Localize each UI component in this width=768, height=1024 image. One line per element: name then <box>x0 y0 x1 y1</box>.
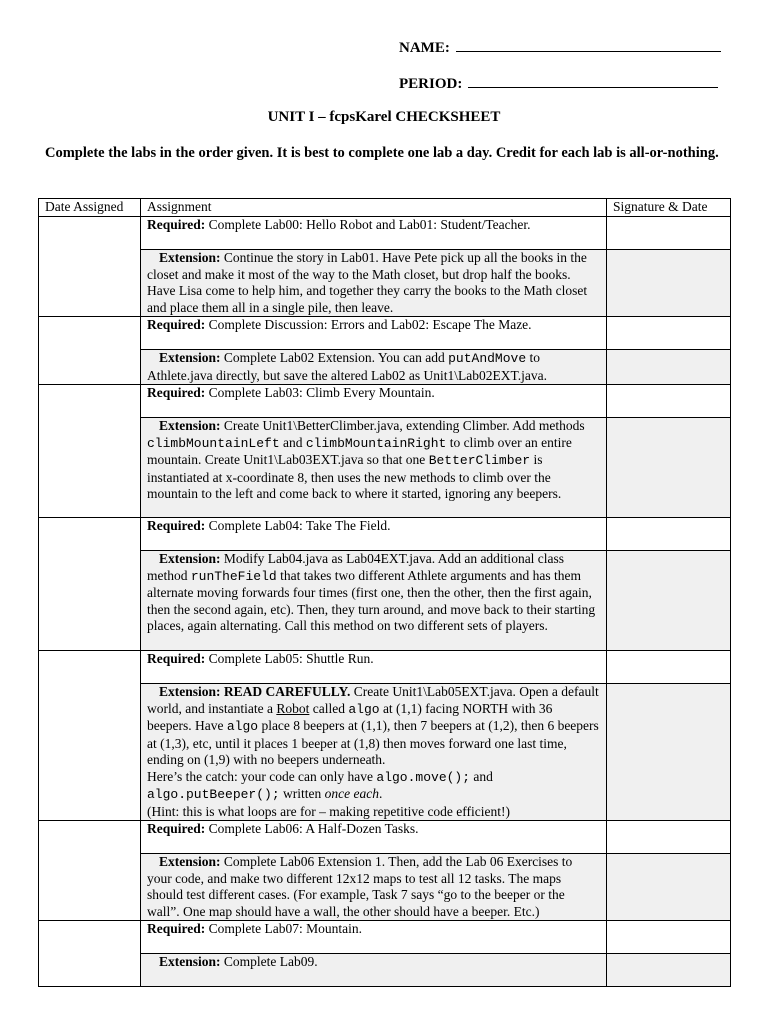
extension-task-text: Complete Lab06 Extension 1. Then, add the Lab 06 Exercises to your code, and make two different 12x12 maps to test all 12 tasks. The maps should test different cases. (For example, Task 7 says “go to the beeper or the wall”. One map should have a wall, the other should have a beeper. Etc.) <box>147 854 573 919</box>
required-label: Required: <box>147 385 206 400</box>
required-task-text: Complete Lab03: Climb Every Mountain. <box>208 385 435 400</box>
required-task-text: Complete Discussion: Errors and Lab02: Escape The Maze. <box>208 317 532 332</box>
extension-text-part: Here’s the catch: your code can only have <box>147 768 377 784</box>
code-snippet: climbMountainLeft <box>147 435 280 451</box>
extension-task-cell <box>141 684 607 821</box>
extension-task-text: Continue the story in Lab01. Have Pete pick up all the books in the closet and make it most of the way to the Math closet, but drop half the books. Have Lisa come to help him, and together they carry the books to the Math closet and place them all in a single pile, then leave. <box>147 250 588 315</box>
extension-text-part: and <box>279 434 306 450</box>
signature-cell <box>607 418 731 518</box>
required-task-text: Complete Lab04: Take The Field. <box>208 518 391 533</box>
table-row <box>39 317 731 350</box>
required-task-text: Complete Lab00: Hello Robot and Lab01: Student/Teacher. <box>208 217 531 232</box>
required-label: Required: <box>147 217 206 232</box>
date-assigned-cell <box>39 518 141 651</box>
table-row <box>39 684 731 821</box>
extension-text-part: that takes two different Athlete arguments and has them alternate moving forwards four times (first one, then the other, then the first again, then the second again, etc). Then, they turn around, and move back to their starting places, again alternating. Call this method on two different sets of players. <box>147 567 596 633</box>
table-row <box>39 821 731 854</box>
required-label: Required: <box>147 651 206 666</box>
extension-task-cell <box>141 418 607 518</box>
column-header-signature-date: Signature & Date <box>607 199 731 217</box>
signature-cell <box>607 350 731 385</box>
table-row <box>39 385 731 418</box>
required-task-text: Complete Lab06: A Half-Dozen Tasks. <box>208 821 419 836</box>
extension-task-cell <box>141 854 607 921</box>
required-label: Required: <box>147 518 206 533</box>
signature-cell <box>607 821 731 854</box>
signature-cell <box>607 551 731 651</box>
signature-cell <box>607 317 731 350</box>
required-task-cell <box>141 518 607 551</box>
date-assigned-cell <box>39 651 141 821</box>
signature-cell <box>607 954 731 987</box>
document-title: UNIT I – fcpsKarel CHECKSHEET <box>267 109 501 125</box>
extension-task-cell <box>141 551 607 651</box>
date-assigned-cell <box>39 921 141 987</box>
extension-task-cell <box>141 350 607 385</box>
extension-text-part: to Athlete.java directly, but save the altered Lab02 as Unit1\Lab02EXT.java. <box>147 350 547 383</box>
date-assigned-cell <box>39 217 141 317</box>
signature-cell <box>607 250 731 317</box>
code-snippet: algo <box>348 701 380 717</box>
checksheet-table <box>38 198 731 987</box>
table-row <box>39 250 731 317</box>
date-assigned-cell <box>39 821 141 921</box>
required-task-cell <box>141 821 607 854</box>
period-label: PERIOD: <box>399 76 463 92</box>
required-task-text: Complete Lab05: Shuttle Run. <box>208 651 374 666</box>
emphasis-text: once each <box>324 786 379 801</box>
table-row <box>39 921 731 954</box>
required-task-cell <box>141 317 607 350</box>
extension-text-part: Create Unit1\BetterClimber.java, extending Climber. Add methods <box>223 418 585 433</box>
extension-text-part: place 8 beepers at (1,1), then 7 beepers at (1,2), then 6 beepers at (1,3), etc, until it places 1 beeper at (1,8) then moves forward one last time, ending on (1,9) with no beepers underneath. <box>147 718 599 767</box>
hint-text: (Hint: this is what loops are for – making repetitive code efficient!) <box>147 803 511 819</box>
required-task-cell <box>141 921 607 954</box>
extension-label: Extension: <box>159 350 221 365</box>
period-field <box>399 73 718 93</box>
robot-link-text: Robot <box>276 700 310 716</box>
instructions-text: Complete the labs in the order given. It is best to complete one lab a day. Credit for each lab is all-or-nothing. <box>45 145 719 161</box>
table-row <box>39 854 731 921</box>
extension-label: Extension: <box>159 418 221 433</box>
signature-cell <box>607 651 731 684</box>
extension-text-part: at (1,1) facing NORTH with 36 beepers. Have <box>147 700 553 733</box>
table-row <box>39 518 731 551</box>
table-row <box>39 954 731 987</box>
extension-task-text: Complete Lab09. <box>223 954 318 969</box>
extension-text-part: is instantiated at x-coordinate 8, then uses the new methods to climb over the mountain to the left and come back to where it started, ignoring any beepers. <box>147 452 562 501</box>
required-label: Required: <box>147 821 206 836</box>
table-row <box>39 350 731 385</box>
name-blank-line <box>456 37 721 52</box>
date-assigned-cell <box>39 385 141 518</box>
required-task-text: Complete Lab07: Mountain. <box>208 921 362 936</box>
extension-task-cell <box>141 954 607 987</box>
code-snippet: putAndMove <box>448 351 527 366</box>
extension-text-part: written <box>279 786 325 801</box>
extension-label: Extension: <box>159 250 221 265</box>
signature-cell <box>607 385 731 418</box>
required-task-cell <box>141 217 607 250</box>
signature-cell <box>607 217 731 250</box>
extension-text-part: . <box>378 786 383 801</box>
extension-text-part: called <box>309 700 349 716</box>
code-snippet: BetterClimber <box>428 453 531 468</box>
name-label: NAME: <box>399 40 450 56</box>
date-assigned-cell <box>39 317 141 385</box>
table-row <box>39 551 731 651</box>
required-task-cell <box>141 385 607 418</box>
extension-task-cell <box>141 250 607 317</box>
signature-cell <box>607 921 731 954</box>
code-snippet: climbMountainRight <box>305 435 447 451</box>
name-field <box>399 37 721 57</box>
table-row <box>39 651 731 684</box>
column-header-assignment: Assignment <box>141 199 607 217</box>
signature-cell <box>607 518 731 551</box>
code-snippet: algo.putBeeper(); <box>147 787 280 802</box>
table-row <box>39 418 731 518</box>
signature-cell <box>607 684 731 821</box>
extension-text-part: and <box>470 768 493 784</box>
signature-cell <box>607 854 731 921</box>
extension-text-part: to climb over an entire mountain. Create Unit1\Lab03EXT.java so that one <box>147 434 572 467</box>
extension-label: Extension: <box>159 954 221 969</box>
extension-text-part: Modify Lab04.java as Lab04EXT.java. Add an additional class method <box>147 551 565 583</box>
required-label: Required: <box>147 317 206 332</box>
extension-label: Extension: <box>159 551 221 566</box>
period-blank-line <box>468 73 718 88</box>
emphasis-text: READ CAREFULLY. <box>223 684 351 699</box>
required-task-cell <box>141 651 607 684</box>
code-snippet: algo <box>226 719 259 734</box>
extension-label: Extension: <box>159 854 221 869</box>
extension-text-part: Complete Lab02 Extension. You can add <box>223 350 449 365</box>
code-snippet: algo.move(); <box>376 769 471 785</box>
extension-label: Extension: <box>159 684 221 699</box>
extension-text-part: Create Unit1\Lab05EXT.java. Open a default world, and instantiate a <box>147 684 599 716</box>
table-header-row <box>39 199 731 217</box>
table-row <box>39 217 731 250</box>
column-header-date-assigned: Date Assigned <box>39 199 141 217</box>
required-label: Required: <box>147 921 206 936</box>
code-snippet: runTheField <box>190 568 277 584</box>
